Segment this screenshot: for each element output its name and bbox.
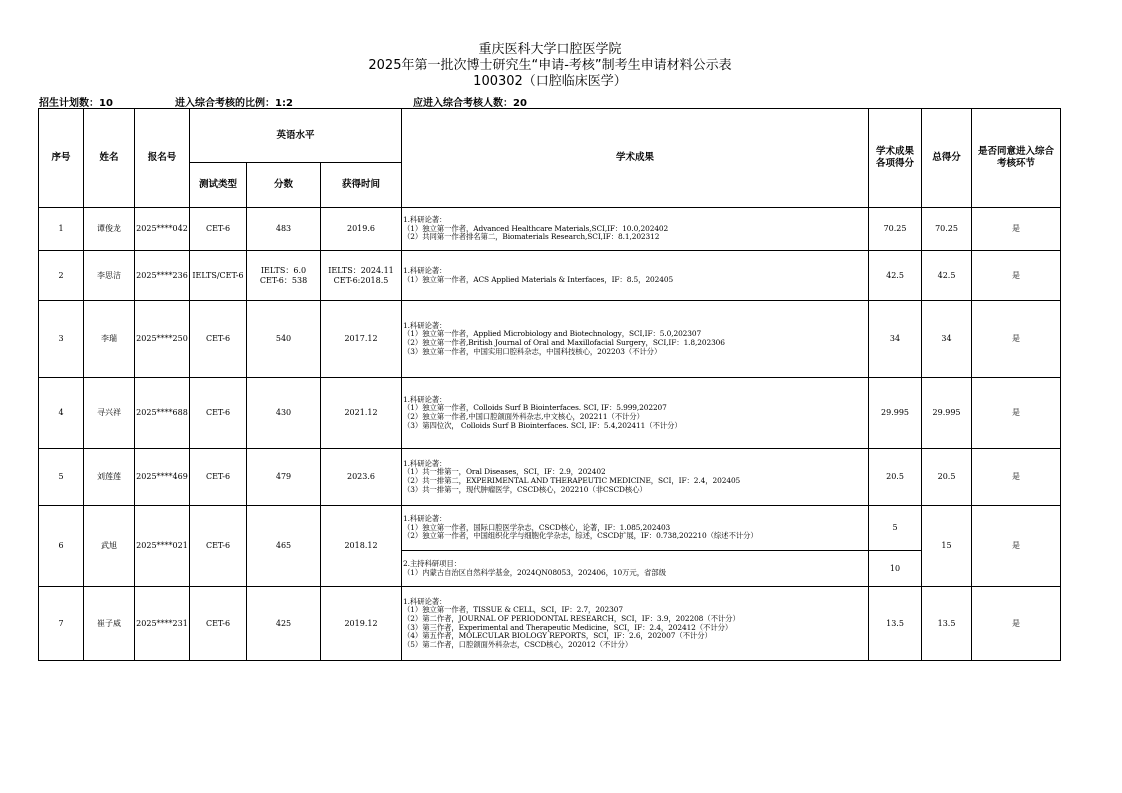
row-reg: 2025****021 <box>135 506 190 587</box>
row-time-line: 2023.6 <box>347 472 375 481</box>
row-time-line: 2018.12 <box>344 541 378 550</box>
header-time: 获得时间 <box>321 163 402 208</box>
table-row <box>39 251 1061 301</box>
row-achievements-line: （4）第五作者，MOLECULAR BIOLOGY REPORTS，SCI，IF：2.6，202007（不计分） <box>403 631 712 641</box>
header-agree <box>972 109 1061 208</box>
table-row <box>39 378 1061 449</box>
applicant-table <box>38 108 1061 661</box>
row-score <box>247 378 321 449</box>
row-name: 寻兴祥 <box>84 378 135 449</box>
table-row <box>39 301 1061 378</box>
row-reg: 2025****250 <box>135 301 190 378</box>
header-score: 分数 <box>247 163 321 208</box>
header-agree-line2: 考核环节 <box>997 158 1036 169</box>
row-agree: 是 <box>972 378 1061 449</box>
row-score <box>247 587 321 661</box>
row-seq: 4 <box>39 378 84 449</box>
row-achievements-line: （3）独立第一作者，中国实用口腔科杂志，中国科技核心，202203（不计分） <box>403 346 662 356</box>
row-reg: 2025****042 <box>135 208 190 251</box>
row-test-type: CET-6 <box>190 587 247 661</box>
row-achievements-line: （3）第四位次， Colloids Surf B Biointerfaces. SCI, IF：5.4,202411（不计分） <box>403 420 682 430</box>
row-total: 20.5 <box>922 449 972 506</box>
row-agree: 是 <box>972 449 1061 506</box>
row-score-line: 479 <box>275 472 292 481</box>
row-achievements-line: （1）独立第一作者，TISSUE & CELL，SCI，IF：2.7，202307 <box>403 605 623 615</box>
row-achievements <box>402 449 869 506</box>
table-row <box>39 506 1061 551</box>
assessment-ratio: 进入综合考核的比例：1:2 <box>175 98 293 109</box>
document-title: 2025年第一批次博士研究生“申请-考核”制考生申请材料公示表 <box>368 58 732 73</box>
row-test-type: CET-6 <box>190 449 247 506</box>
row-test-type: CET-6 <box>190 301 247 378</box>
row-name: 刘莲莲 <box>84 449 135 506</box>
row-test-type: CET-6 <box>190 378 247 449</box>
row-score <box>247 449 321 506</box>
row-achievements-line: 1.科研论著： <box>403 265 447 275</box>
header-test-type: 测试类型 <box>190 163 247 208</box>
header-achievement-score <box>869 109 922 208</box>
row-achievements <box>402 251 869 301</box>
row-total: 15 <box>922 506 972 587</box>
row-reg: 2025****236 <box>135 251 190 301</box>
row-time <box>321 449 402 506</box>
row-agree: 是 <box>972 587 1061 661</box>
row-time <box>321 301 402 378</box>
row-achievement-score: 20.5 <box>869 449 922 506</box>
row-achievements-line: （1）独立第一作者，Applied Microbiology and Biotechnology，SCI,IF：5.0,202307 <box>403 329 702 339</box>
row-reg: 2025****231 <box>135 587 190 661</box>
row-time-line: 2017.12 <box>344 334 378 343</box>
row-achievement-score: 34 <box>869 301 922 378</box>
row-test-type: IELTS/CET-6 <box>190 251 247 301</box>
school-name: 重庆医科大学口腔医学院 <box>478 42 622 57</box>
row-achievements <box>402 506 869 551</box>
row-achievements-line: （2）第二作者，JOURNAL OF PERIODONTAL RESEARCH，SCI，IF：3.9，202208（不计分） <box>403 613 740 623</box>
row-achievements-line: （1）独立第一作者，Colloids Surf B Biointerfaces. SCI, IF：5.999,202207 <box>403 403 667 413</box>
row-score-line: CET-6：538 <box>259 275 308 285</box>
row-score-line: IELTS：6.0 <box>260 265 307 275</box>
row-achievements-line: （1）独立第一作者，国际口腔医学杂志，CSCD核心，论著，IF：1.085,202403 <box>403 522 671 532</box>
row-achievement-score: 10 <box>869 551 922 587</box>
title-block <box>0 42 1100 90</box>
header-english: 英语水平 <box>190 109 402 163</box>
row-achievements-line: （1）内蒙古自治区自然科学基金，2024QN08053，202406，10万元，省部级 <box>403 567 666 577</box>
row-seq: 5 <box>39 449 84 506</box>
row-achievements-line: 1.科研论著： <box>403 320 447 330</box>
row-seq: 3 <box>39 301 84 378</box>
row-achievements <box>402 301 869 378</box>
table-row <box>39 208 1061 251</box>
row-achievement-score: 42.5 <box>869 251 922 301</box>
row-achievements-line: 2.主持科研项目： <box>403 558 461 568</box>
row-achievements <box>402 378 869 449</box>
row-achievements-line: （2）共一排第二，EXPERIMENTAL AND THERAPEUTIC MEDICINE，SCI，IF：2.4，202405 <box>403 476 741 485</box>
row-agree: 是 <box>972 301 1061 378</box>
row-score-line: 465 <box>275 541 292 550</box>
row-achievement-score: 5 <box>869 506 922 551</box>
row-time-line: IELTS：2024.11 <box>328 265 394 275</box>
row-score <box>247 506 321 587</box>
row-reg: 2025****469 <box>135 449 190 506</box>
row-total: 70.25 <box>922 208 972 251</box>
row-name: 武旭 <box>84 506 135 587</box>
row-score-line: 540 <box>275 334 292 343</box>
row-achievements <box>402 208 869 251</box>
enrollment-summary <box>38 94 1060 108</box>
row-seq: 2 <box>39 251 84 301</box>
row-achievements-line: 1.科研论著： <box>403 215 447 225</box>
row-score-line: 430 <box>275 408 292 417</box>
row-agree: 是 <box>972 251 1061 301</box>
table-row <box>39 449 1061 506</box>
row-achievement-score: 29.995 <box>869 378 922 449</box>
row-name: 谭俊龙 <box>84 208 135 251</box>
row-score-line: 483 <box>275 224 292 233</box>
header-achievement-score-line2: 各项得分 <box>876 158 915 169</box>
row-seq: 6 <box>39 506 84 587</box>
header-total: 总得分 <box>922 109 972 208</box>
row-achievements-line: 1.科研论著： <box>403 394 447 404</box>
row-achievements-line: （3）共一排第一，现代肿瘤医学，CSCD核心，202210（非CSCD核心） <box>403 484 647 494</box>
row-achievements <box>402 587 869 661</box>
row-achievements-line: （2）独立第一作者,中国口腔颌面外科杂志,中文核心，202211（不计分） <box>403 412 644 421</box>
row-achievements-line: （3）第三作者，Experimental and Therapeutic Medicine，SCI，IF：2.4，202412（不计分） <box>403 622 733 632</box>
row-time <box>321 251 402 301</box>
row-name: 李思洁 <box>84 251 135 301</box>
row-test-type: CET-6 <box>190 208 247 251</box>
row-time-line: CET-6:2018.5 <box>333 275 389 285</box>
table-body <box>39 208 1061 661</box>
row-score <box>247 251 321 301</box>
header-seq: 序号 <box>39 109 84 208</box>
header-name: 姓名 <box>84 109 135 208</box>
table-row <box>39 587 1061 661</box>
row-seq: 1 <box>39 208 84 251</box>
header-achievements: 学术成果 <box>402 109 869 208</box>
header-achievement-score-line1: 学术成果 <box>876 146 915 157</box>
row-total: 42.5 <box>922 251 972 301</box>
row-achievements-line: 1.科研论著： <box>403 458 447 468</box>
row-time <box>321 378 402 449</box>
row-time-line: 2019.12 <box>344 618 378 628</box>
enrollment-plan: 招生计划数：10 <box>39 98 113 109</box>
row-score-line: 425 <box>275 618 292 628</box>
row-agree: 是 <box>972 506 1061 587</box>
row-time-line: 2019.6 <box>347 224 375 233</box>
row-achievement-score: 13.5 <box>869 587 922 661</box>
row-achievements-line: （2）独立第一作者,British Journal of Oral and Maxillofacial Surgery，SCI,IF：1.8,202306 <box>403 338 725 347</box>
row-time-line: 2021.12 <box>344 408 378 417</box>
header-reg: 报名号 <box>135 109 190 208</box>
row-agree: 是 <box>972 208 1061 251</box>
row-name: 崔子威 <box>84 587 135 661</box>
row-achievements <box>402 551 869 587</box>
row-achievements-line: （1）独立第一作者，Advanced Healthcare Materials,SCI,IF：10.0,202402 <box>403 223 669 233</box>
row-achievements-line: （5）第二作者，口腔颌面外科杂志，CSCD核心，202012（不计分） <box>403 639 633 649</box>
row-name: 李瑞 <box>84 301 135 378</box>
row-reg: 2025****688 <box>135 378 190 449</box>
row-score <box>247 208 321 251</box>
header-agree-line1: 是否同意进入综合 <box>978 146 1055 157</box>
row-achievements-line: （2）独立第一作者，中国组织化学与细胞化学杂志，综述，CSCD扩展，IF：0.738,202210（综述不计分） <box>403 531 758 541</box>
assessment-count: 应进入综合考核人数：20 <box>413 98 527 109</box>
row-achievements-line: （1）独立第一作者，ACS Applied Materials & Interfaces，IF：8.5，202405 <box>403 274 674 284</box>
row-time <box>321 506 402 587</box>
row-achievements-line: （2）共同第一作者排名第二，Biomaterials Research,SCI,IF：8.1,202312 <box>403 232 660 242</box>
row-achievements-line: 1.科研论著： <box>403 596 447 606</box>
row-achievements-line: （1）共一排第一，Oral Diseases，SCI，IF：2.9，202402 <box>403 467 606 477</box>
row-time <box>321 208 402 251</box>
row-seq: 7 <box>39 587 84 661</box>
row-total: 29.995 <box>922 378 972 449</box>
row-achievement-score: 70.25 <box>869 208 922 251</box>
row-score <box>247 301 321 378</box>
row-test-type: CET-6 <box>190 506 247 587</box>
row-achievements-line: 1.科研论著： <box>403 514 447 524</box>
major-code: 100302（口腔临床医学） <box>473 74 627 89</box>
row-total: 13.5 <box>922 587 972 661</box>
row-time <box>321 587 402 661</box>
row-total: 34 <box>922 301 972 378</box>
